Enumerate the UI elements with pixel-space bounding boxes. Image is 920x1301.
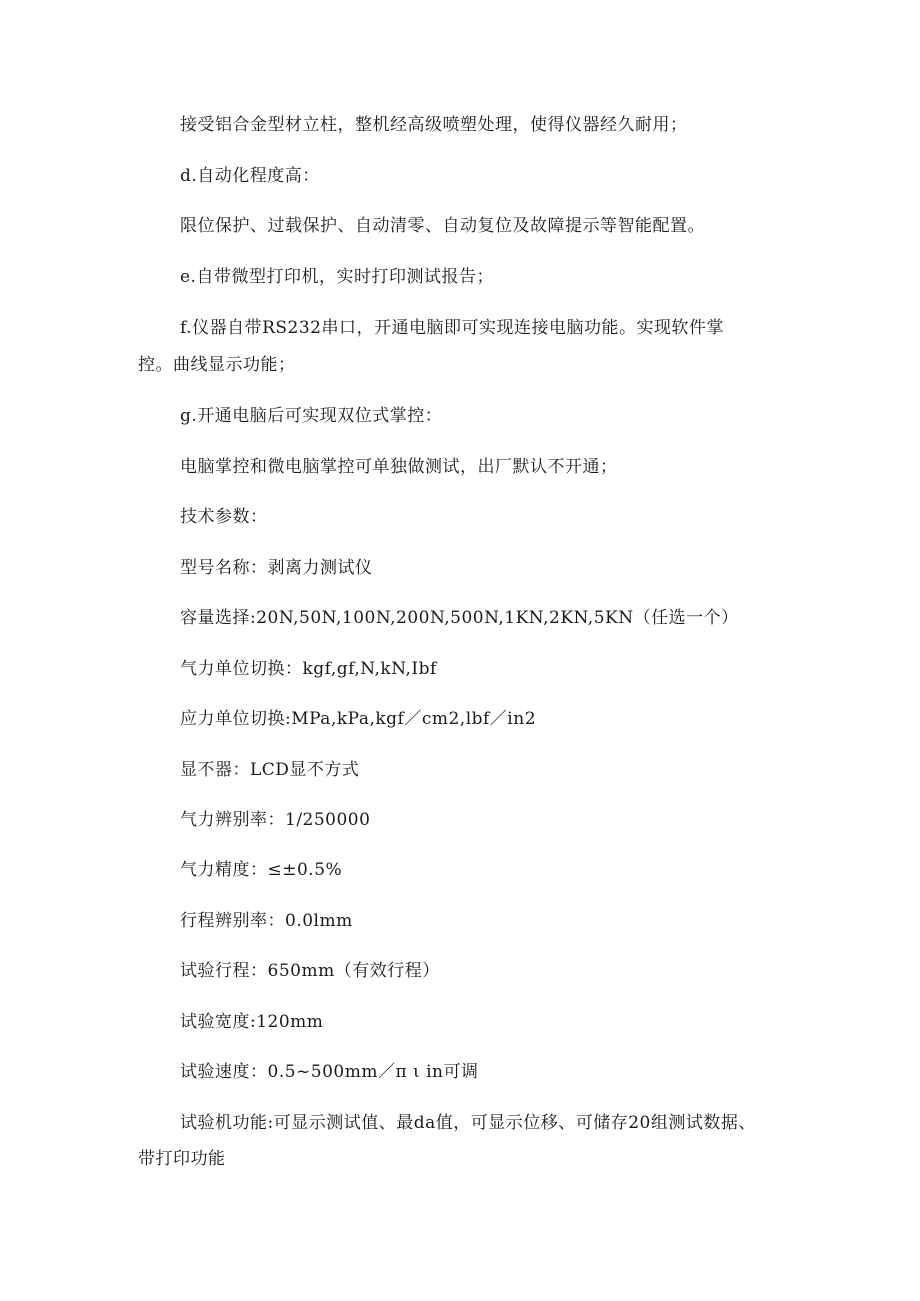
spec-force-unit: 气力单位切换：kgf,gf,N,kN,Ibf [180, 659, 437, 679]
spec-force-resolution: 气力辨别率：1/250000 [180, 810, 371, 830]
heading-automation: d.自动化程度高： [180, 166, 320, 186]
spec-force-accuracy: 气力精度：≤±0.5% [180, 860, 343, 880]
spec-stress-unit: 应力单位切换:MPa,kPa,kgf／cm2,lbf／in2 [180, 709, 537, 729]
spec-model-name: 型号名称：剥离力测试仪 [180, 558, 373, 578]
spec-test-stroke: 试验行程：650mm（有效行程） [180, 961, 440, 981]
spec-test-speed: 试验速度：0.5~500mm／π ι in可调 [180, 1062, 479, 1082]
paragraph-serial-port-cont: 控。曲线显示功能； [138, 355, 296, 375]
paragraph-control-mode: 电脑掌控和微电脑掌控可单独做测试，出厂默认不开通； [180, 457, 618, 477]
paragraph-frame-material: 接受铝合金型材立柱，整机经高级喷塑处理，使得仪器经久耐用； [180, 115, 688, 135]
spec-machine-function: 试验机功能:可显示测试值、最da值，可显示位移、可储存20组测试数据、 [180, 1113, 756, 1133]
spec-capacity: 容量选择:20N,50N,100N,200N,500N,1KN,2KN,5KN（任选一个） [180, 608, 739, 628]
spec-test-width: 试验宽度:120mm [180, 1012, 324, 1032]
spec-stroke-resolution: 行程辨别率：0.0lmm [180, 911, 353, 931]
spec-display: 显不器：LCD显不方式 [180, 760, 360, 780]
heading-tech-params: 技术参数： [180, 507, 268, 527]
paragraph-printer: e.自带微型打印机，实时打印测试报告； [180, 267, 494, 287]
paragraph-serial-port: f.仪器自带RS232串口，开通电脑即可实现连接电脑功能。实现软件掌 [180, 318, 724, 338]
paragraph-protection: 限位保护、过载保护、自动清零、自动复位及故障提示等智能配置。 [180, 216, 705, 236]
spec-machine-function-cont: 带打印功能 [138, 1149, 226, 1169]
paragraph-dual-control: g.开通电脑后可实现双位式掌控： [180, 406, 443, 426]
